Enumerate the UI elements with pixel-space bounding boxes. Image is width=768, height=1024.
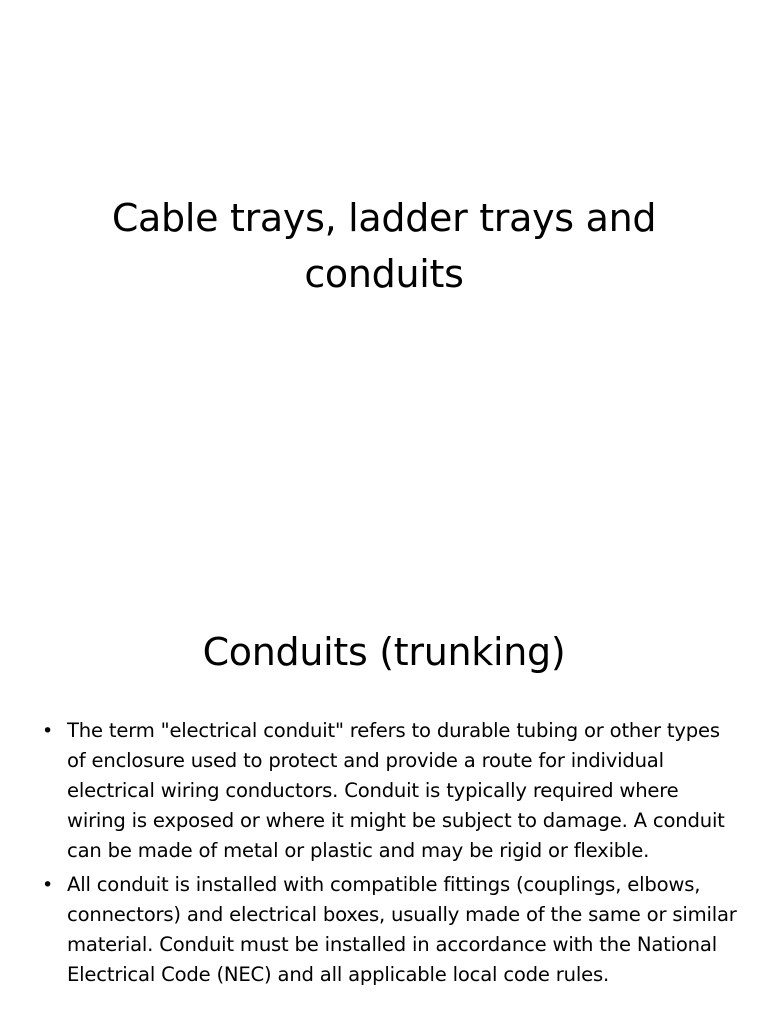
bullet-item xyxy=(38,716,738,866)
bullet-text: The term "electrical conduit" refers to durable tubing or other types of enclosure used to protect and provide a route for individual electrical wiring conductors. Conduit is typically required where wiring is exposed or where it might be subject to damage. A conduit can be made of metal or plastic and may be rigid or flexible. xyxy=(67,719,725,862)
bullet-text: All conduit is installed with compatible fittings (couplings, elbows, connectors) and electrical boxes, usually made of the same or similar material. Conduit must be installed in accordance with the National Electrical Code (NEC) and all applicable local code rules. xyxy=(67,873,737,986)
bullet-list xyxy=(38,716,738,994)
slide-1-title: Cable trays, ladder trays and conduits xyxy=(111,196,657,296)
slide-2-title: Conduits (trunking) xyxy=(202,630,566,674)
bullet-marker-icon: • xyxy=(42,720,54,742)
slide-2 xyxy=(0,576,768,1024)
bullet-marker-icon: • xyxy=(42,874,54,896)
bullet-item xyxy=(38,870,738,990)
